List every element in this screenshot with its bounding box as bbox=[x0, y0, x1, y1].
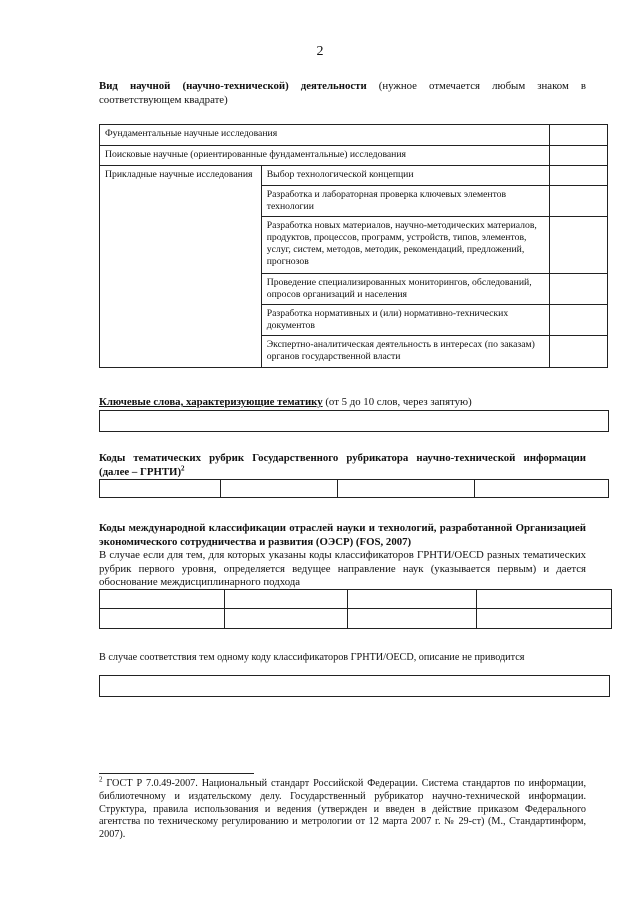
fundamental-label: Фундаментальные научные исследования bbox=[100, 125, 550, 146]
footnote-separator bbox=[99, 773, 254, 774]
keywords-input-box[interactable] bbox=[99, 410, 609, 432]
applied-item-checkbox[interactable] bbox=[550, 274, 608, 305]
applied-item-checkbox[interactable] bbox=[550, 186, 608, 217]
oecd-code-cell[interactable] bbox=[348, 590, 477, 609]
activity-row-exploratory bbox=[100, 146, 608, 166]
footnote bbox=[99, 775, 586, 842]
oecd-heading: Коды международной классификации отраслей науки и технологий, разработанной Организацией экономического сотрудничества и развития (ОЭСР) (FOS, 2007) bbox=[99, 522, 586, 548]
grnti-code-table bbox=[99, 479, 609, 498]
oecd-code-cell[interactable] bbox=[477, 590, 612, 609]
oecd-code-cell[interactable] bbox=[225, 609, 348, 629]
activity-table bbox=[99, 124, 608, 368]
oecd-text: В случае если для тем, для которых указаны коды классификаторов ГРНТИ/OECD разных тематических рубрик первого уровня, определяется ведущее направление наук (указывается первым) и дается обоснование междисциплинарного подхода bbox=[99, 549, 586, 588]
applied-item: Проведение специализированных мониторингов, обследований, опросов организаций и населения bbox=[261, 274, 549, 305]
fundamental-checkbox[interactable] bbox=[550, 125, 608, 146]
grnti-footnote-mark: 2 bbox=[181, 463, 185, 472]
grnti-label bbox=[99, 452, 586, 479]
oecd-code-table bbox=[99, 589, 612, 629]
applied-item: Разработка и лабораторная проверка ключевых элементов технологии bbox=[261, 186, 549, 217]
activity-row-applied-1 bbox=[100, 166, 608, 186]
keywords-label-rest: (от 5 до 10 слов, через запятую) bbox=[322, 396, 472, 408]
activity-heading bbox=[99, 80, 586, 107]
grnti-label-text: Коды тематических рубрик Государственного рубрикатора научно-технической информации (далее – ГРНТИ) bbox=[99, 452, 586, 478]
oecd-code-cell[interactable] bbox=[348, 609, 477, 629]
oecd-section bbox=[99, 522, 586, 590]
oecd-note: В случае соответствия тем одному коду классификаторов ГРНТИ/OECD, описание не приводится bbox=[99, 652, 525, 663]
oecd-code-cell[interactable] bbox=[477, 609, 612, 629]
oecd-code-cell[interactable] bbox=[100, 609, 225, 629]
applied-item: Разработка новых материалов, научно-методических материалов, продуктов, процессов, программ, устройств, типов, элементов, услуг, систем, методов, методик, рекомендаций, предложений, прогнозов bbox=[261, 217, 549, 274]
activity-row-fundamental bbox=[100, 125, 608, 146]
keywords-label-bold: Ключевые слова, характеризующие тематику bbox=[99, 396, 323, 408]
activity-heading-rest: (нужное отмечается любым знаком в соответствующем квадрате) bbox=[99, 80, 587, 106]
applied-item: Выбор технологической концепции bbox=[261, 166, 549, 186]
grnti-code-cell[interactable] bbox=[100, 480, 221, 498]
footnote-text: ГОСТ Р 7.0.49-2007. Национальный стандарт Российской Федерации. Система стандартов по информации, библиотечному и издательскому делу. Государственный рубрикатор научно-технической информации. Структура, правила использования и ведения (утвержден и введен в действие приказом Федерального агентства по техническому регулированию и метрологии от 12 марта 2007 г. № 29-ст) (М., Стандартинформ, 2007). bbox=[99, 778, 586, 841]
applied-item-checkbox[interactable] bbox=[550, 336, 608, 368]
applied-item-checkbox[interactable] bbox=[550, 166, 608, 186]
grnti-code-cell[interactable] bbox=[338, 480, 475, 498]
interdisciplinary-justification-box[interactable] bbox=[99, 675, 610, 697]
applied-item: Экспертно-аналитическая деятельность в интересах (по заказам) органов государственной власти bbox=[261, 336, 549, 368]
applied-item-checkbox[interactable] bbox=[550, 305, 608, 336]
applied-item-checkbox[interactable] bbox=[550, 217, 608, 274]
oecd-code-cell[interactable] bbox=[100, 590, 225, 609]
exploratory-label: Поисковые научные (ориентированные фундаментальные) исследования bbox=[100, 146, 550, 166]
page-number: 2 bbox=[316, 44, 324, 59]
oecd-code-cell[interactable] bbox=[225, 590, 348, 609]
footnote-mark: 2 bbox=[99, 775, 103, 784]
grnti-code-cell[interactable] bbox=[221, 480, 338, 498]
keywords-label bbox=[99, 396, 586, 410]
activity-heading-bold: Вид научной (научно-технической) деятельности bbox=[99, 80, 367, 92]
applied-label: Прикладные научные исследования bbox=[100, 166, 262, 368]
applied-item: Разработка нормативных и (или) нормативно-технических документов bbox=[261, 305, 549, 336]
exploratory-checkbox[interactable] bbox=[550, 146, 608, 166]
grnti-code-cell[interactable] bbox=[475, 480, 609, 498]
